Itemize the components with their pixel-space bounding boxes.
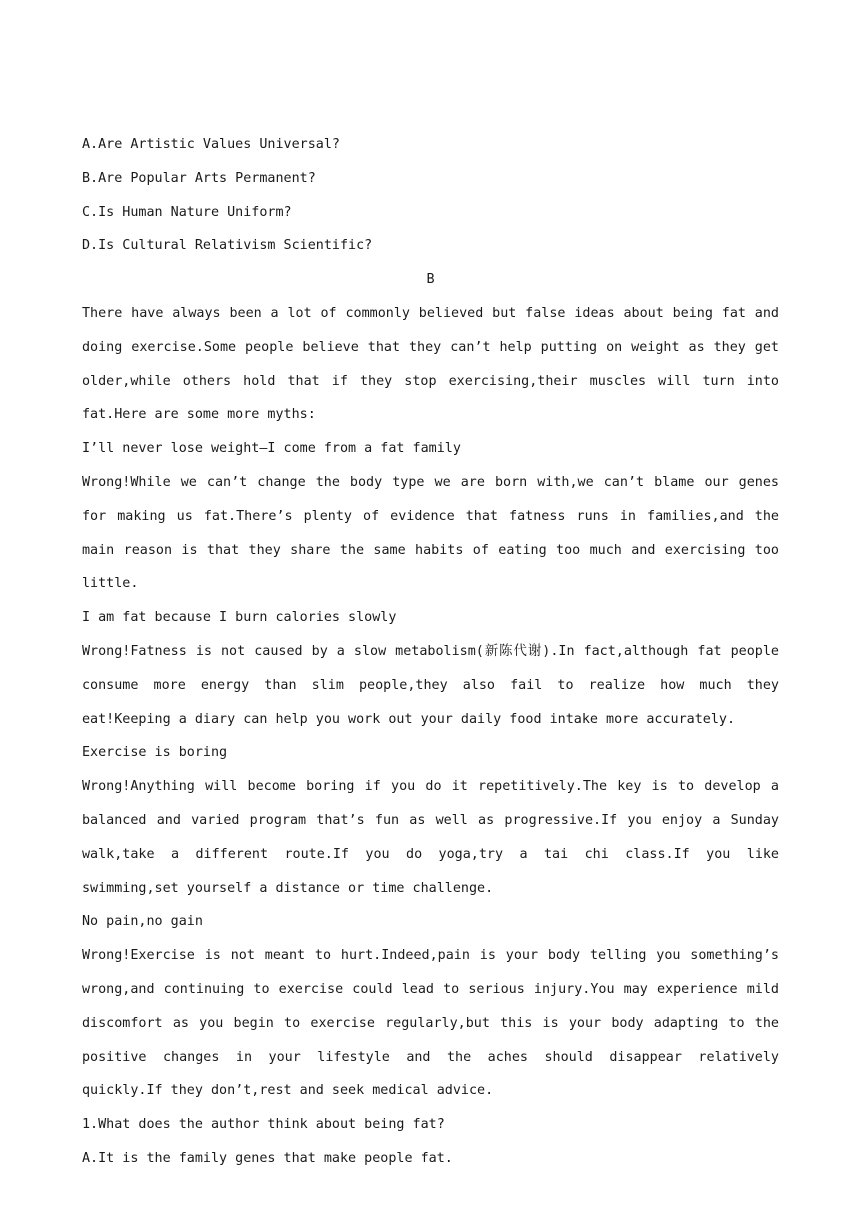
myth-heading: No pain,no gain <box>82 914 203 930</box>
section-letter: B <box>426 272 435 288</box>
previous-option-c: C.Is Human Nature Uniform? <box>82 204 292 220</box>
question-option-a: A.It is the family genes that make people fat. <box>82 1150 453 1166</box>
previous-option-b: B.Are Popular Arts Permanent? <box>82 170 316 186</box>
myth-heading: Exercise is boring <box>82 745 228 761</box>
myth-body: Wrong!Fatness is not caused by a slow metabolism(新陈代谢).In fact,although fat people consume more energy than slim people,they also fail to realize how much they eat!Keeping a diary can help you work out your daily food intake more accurately. <box>82 643 779 727</box>
document-content <box>82 128 779 1176</box>
myth-heading: I’ll never lose weight—I come from a fat family <box>82 441 461 457</box>
myth-body: Wrong!Anything will become boring if you do it repetitively.The key is to develop a balanced and varied program that’s fun as well as progressive.If you enjoy a Sunday walk,take a different route.If you do yoga,try a tai chi class.If you like swimming,set yourself a distance or time challenge. <box>82 779 779 896</box>
previous-option-a: A.Are Artistic Values Universal? <box>82 137 340 152</box>
question-stem: 1.What does the author think about being fat? <box>82 1117 445 1133</box>
myth-body: Wrong!While we can’t change the body type we are born with,we can’t blame our genes for making us fat.There’s plenty of evidence that fatness runs in families,and the main reason is that they share the same habits of eating too much and exercising too little. <box>82 474 779 592</box>
previous-option-d: D.Is Cultural Relativism Scientific? <box>82 238 373 254</box>
intro-paragraph: There have always been a lot of commonly believed but false ideas about being fat and doing exercise.Some people believe that they can’t help putting on weight as they get older,while others hold that if they stop exercising,their muscles will turn into fat.Here are some more myths: <box>82 305 779 423</box>
myth-body: Wrong!Exercise is not meant to hurt.Indeed,pain is your body telling you something’s wrong,and continuing to exercise could lead to serious injury.You may experience mild discomfort as you begin to exercise regularly,but this is your body adapting to the positive changes in your lifestyle and the aches should disappear relatively quickly.If they don’t,rest and seek medical advice. <box>82 948 779 1099</box>
myth-heading: I am fat because I burn calories slowly <box>82 610 397 626</box>
